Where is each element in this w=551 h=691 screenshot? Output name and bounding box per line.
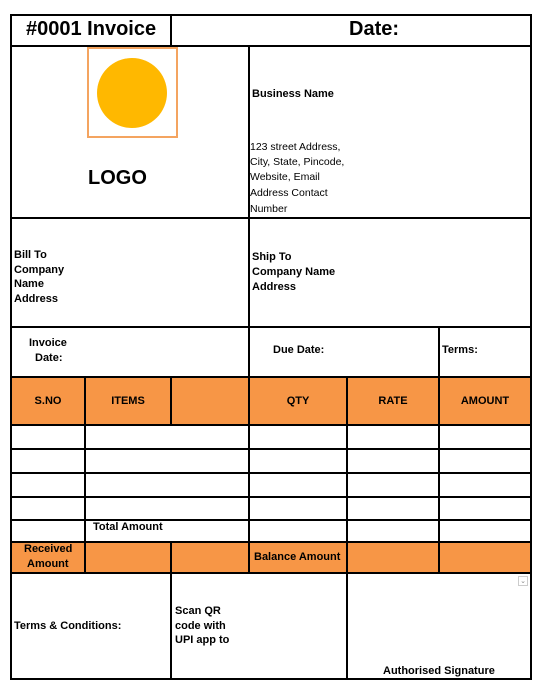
border-balance-bottom bbox=[11, 572, 532, 574]
business-name: Business Name bbox=[252, 88, 334, 100]
column-header-sno: S.NO bbox=[34, 395, 62, 407]
received-amount-line-2: Amount bbox=[27, 558, 69, 570]
scan-qr-line-3: UPI app to bbox=[175, 634, 230, 646]
border-address-bottom bbox=[11, 326, 532, 328]
received-amount-line-1: Received bbox=[24, 543, 73, 555]
bill-to-line-1: Bill To bbox=[14, 249, 47, 261]
terms-label: Terms: bbox=[442, 344, 478, 356]
border-row-4 bbox=[11, 519, 532, 521]
business-address-line-1: 123 street Address, bbox=[250, 141, 341, 153]
ship-to-line-3: Address bbox=[252, 281, 297, 293]
bill-to-line-2: Company bbox=[14, 264, 65, 276]
border-header-divider bbox=[170, 14, 172, 47]
business-address-line-4: Address Contact bbox=[250, 187, 328, 199]
border-table-header-bottom bbox=[11, 424, 532, 426]
border-bottom bbox=[11, 678, 532, 680]
logo-label: LOGO bbox=[88, 167, 147, 189]
border-right bbox=[530, 14, 532, 680]
border-terms-divider bbox=[438, 326, 440, 378]
scan-qr-line-1: Scan QR bbox=[175, 605, 221, 617]
bill-to-line-3: Name bbox=[14, 278, 44, 290]
chevron-down-icon[interactable]: ⌄ bbox=[518, 576, 528, 586]
border-logo-bottom bbox=[11, 217, 532, 219]
border-row-1 bbox=[11, 448, 532, 450]
border-row-3 bbox=[11, 496, 532, 498]
invoice-number-title: #0001 Invoice bbox=[26, 18, 157, 40]
invoice-date-line-1: Invoice bbox=[29, 337, 67, 349]
business-address-line-5: Number bbox=[250, 203, 288, 215]
date-label: Date: bbox=[349, 18, 400, 40]
border-total-bottom bbox=[11, 541, 532, 543]
terms-conditions-label: Terms & Conditions: bbox=[14, 620, 122, 632]
column-header-items: ITEMS bbox=[111, 395, 145, 407]
column-header-qty: QTY bbox=[286, 395, 310, 407]
authorised-signature-label: Authorised Signature bbox=[383, 665, 495, 677]
column-header-blank bbox=[172, 378, 248, 424]
border-row-2 bbox=[11, 472, 532, 474]
column-header-rate: RATE bbox=[378, 395, 408, 407]
ship-to-line-1: Ship To bbox=[252, 251, 292, 263]
bill-to-line-4: Address bbox=[14, 293, 59, 305]
border-left bbox=[10, 14, 12, 680]
business-address-line-2: City, State, Pincode, bbox=[250, 156, 345, 168]
invoice-date-line-2: Date: bbox=[35, 352, 63, 364]
balance-amount-label: Balance Amount bbox=[254, 551, 341, 563]
ship-to-line-2: Company Name bbox=[252, 266, 336, 278]
total-amount-label: Total Amount bbox=[93, 521, 163, 533]
scan-qr-line-2: code with bbox=[175, 620, 226, 632]
column-header-amount: AMOUNT bbox=[460, 395, 510, 407]
business-address-line-3: Website, Email bbox=[250, 171, 320, 183]
border-col-2b bbox=[170, 541, 172, 680]
logo-circle-icon bbox=[97, 58, 167, 128]
due-date-label: Due Date: bbox=[273, 344, 325, 356]
